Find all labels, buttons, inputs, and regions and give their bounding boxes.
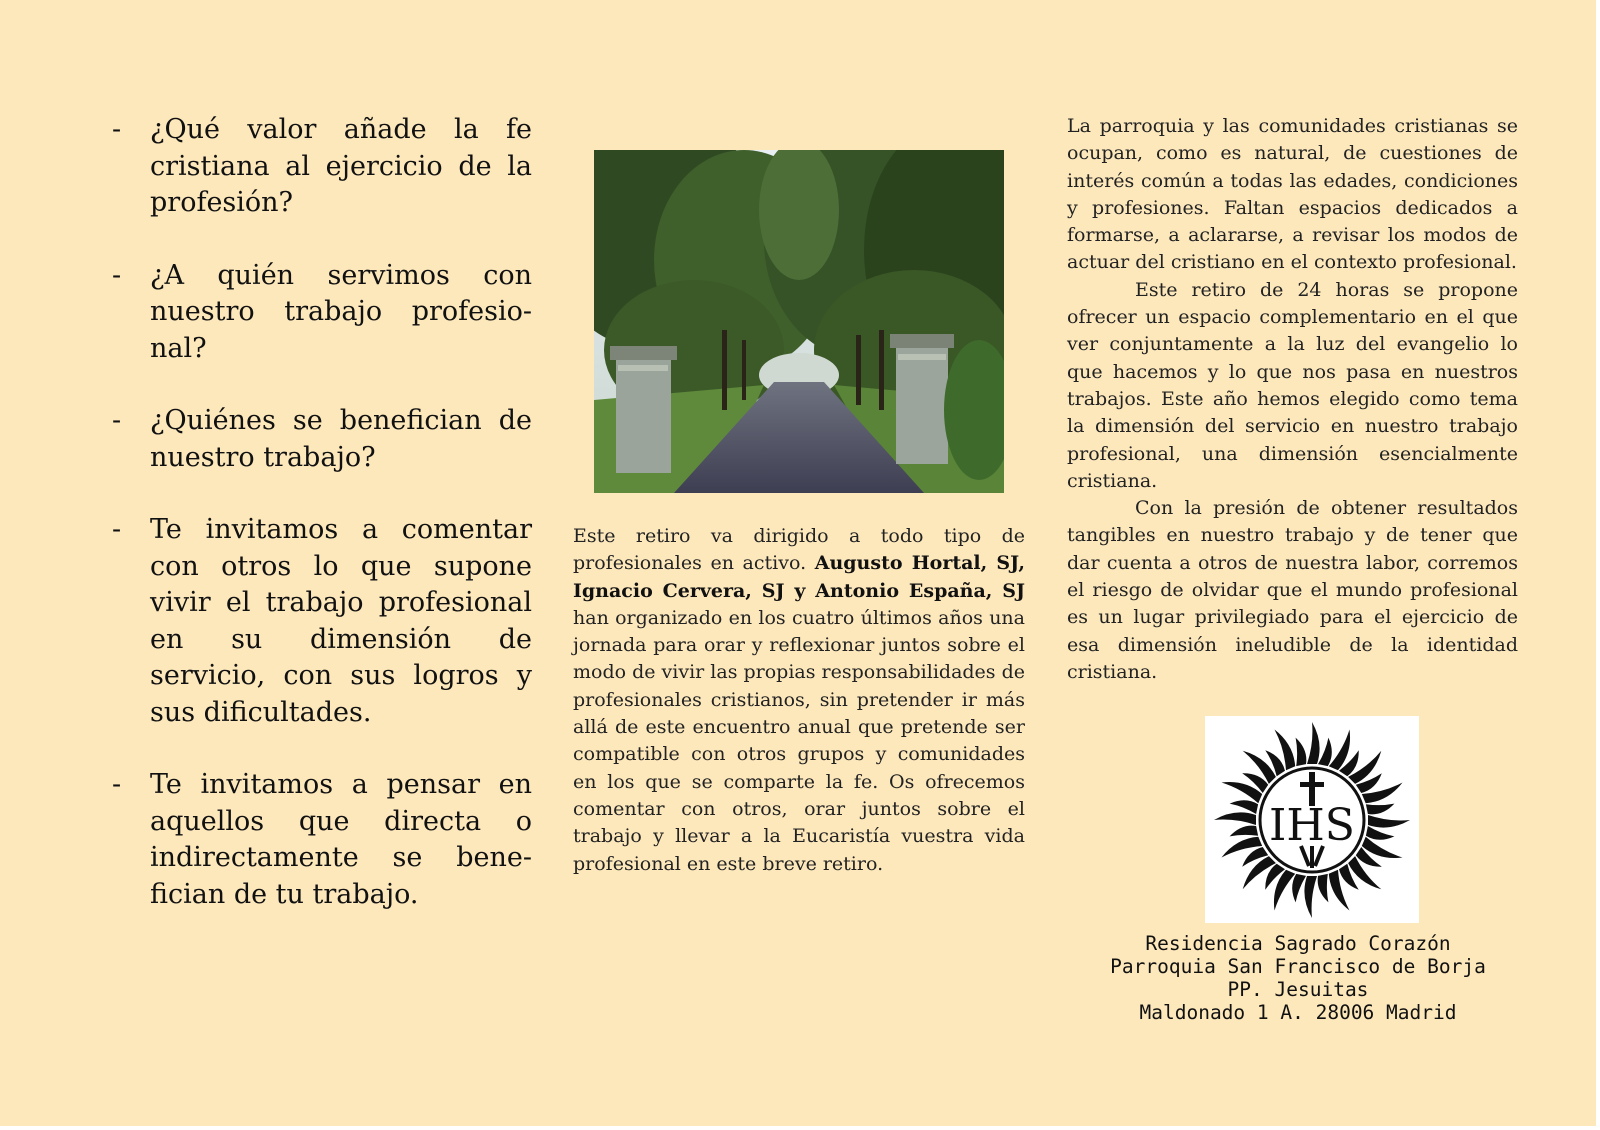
question-text: Te invitamos a comentar con otros lo que supone vivir el trabajo profesional en su dimensión de servicio, con sus logros y sus dificultades. bbox=[150, 514, 532, 728]
paragraph: Con la presión de obtener resultados tangibles en nuestro trabajo y de tener que dar cuenta a otros de nuestra labor, corremos el riesgo de olvidar que el mundo profesional es un lugar privilegiado para el ejercicio de esa dimensión ineludible de la identidad cristiana. bbox=[1067, 497, 1518, 683]
sunburst-ray bbox=[1366, 804, 1395, 815]
description-body: han organizado en los cuatro últimos años una jornada para orar y reflexionar juntos sobre el modo de vivir las propias responsabilidades de profesionales cristianos, sin pretender ir más allá de este encuentro anual que pretende ser compatible con otros grupos y comunidades en los que se comparte la fe. Os ofrecemos comentar con otros, orar juntos sobre el trabajo y llevar a la Eucaristía vuestra vida profesional en este breve retiro. bbox=[573, 606, 1026, 875]
sunburst-ray bbox=[1292, 874, 1306, 903]
address-block bbox=[1058, 932, 1538, 1024]
sunburst-ray bbox=[1318, 738, 1332, 767]
ihs-monogram: IHS bbox=[1269, 800, 1355, 851]
bullet-dash: - bbox=[112, 259, 122, 291]
description-intro: Este retiro va dirigido a todo tipo de profesionales en activo. bbox=[573, 525, 1025, 575]
bullet-dash: - bbox=[112, 405, 122, 436]
paragraph: La parroquia y las comunidades cristianas se ocupan, como es natural, de cuestiones de interés común a todas las edades, condiciones y profesiones. Faltan espacios dedicados a formarse, a aclararse, a revisar los modos de actuar del cristiano en el contexto profesional. bbox=[1067, 115, 1518, 274]
driveway-photo bbox=[594, 150, 1004, 493]
jesuit-ihs-sunburst-icon bbox=[1205, 716, 1419, 923]
sunburst-ray bbox=[1274, 870, 1295, 911]
sunburst-ray bbox=[1222, 782, 1263, 803]
ihs-emblem bbox=[1205, 716, 1419, 923]
sunburst-ray bbox=[1366, 826, 1395, 840]
bullet-dash: - bbox=[112, 114, 122, 145]
sunburst-ray bbox=[1214, 812, 1256, 825]
question-text: ¿Quiénes se benefician de nuestro trabajo? bbox=[150, 405, 532, 473]
sunburst-ray bbox=[1318, 874, 1329, 903]
paragraph: Este retiro de 24 horas se propone ofrecer un espacio complementario en el que ver conjuntamente a la luz del evangelio lo que hacemos y lo que nos pasa en nuestros trabajos. Este año hemos elegido como tema la dimensión del servicio en nuestro trabajo profesional, una dimensión esencialmente cristiana. bbox=[1067, 278, 1518, 492]
question-item bbox=[112, 112, 532, 222]
question-text: ¿A quién servimos con nuestro trabajo profesio-nal? bbox=[150, 259, 532, 364]
tree-lined-driveway-photo-icon bbox=[594, 150, 1004, 493]
question-text: Te invitamos a pensar en aquellos que directa o indirectamente se bene-fician de tu trabajo. bbox=[150, 769, 532, 910]
sunburst-ray bbox=[1329, 730, 1350, 771]
question-text: ¿Qué valor añade la fe cristiana al ejercicio de la profesión? bbox=[150, 114, 532, 218]
bullet-dash: - bbox=[112, 514, 122, 545]
question-item bbox=[112, 403, 532, 476]
sunburst-ray bbox=[1368, 815, 1410, 828]
sunburst-ray bbox=[1307, 722, 1320, 764]
parish-text-column bbox=[1067, 113, 1518, 686]
address-line: Maldonado 1 A. 28006 Madrid bbox=[1139, 1001, 1457, 1024]
retreat-description bbox=[573, 523, 1025, 878]
address-line: Parroquia San Francisco de Borja bbox=[1110, 955, 1486, 978]
question-item bbox=[112, 767, 532, 913]
sunburst-ray bbox=[1230, 800, 1259, 814]
sunburst-ray bbox=[1296, 738, 1307, 767]
sunburst-ray bbox=[1230, 826, 1259, 837]
question-item bbox=[112, 258, 532, 368]
questions-column bbox=[112, 112, 532, 949]
sunburst-ray bbox=[1304, 876, 1317, 918]
bullet-dash: - bbox=[112, 769, 122, 800]
address-line: PP. Jesuitas bbox=[1227, 978, 1369, 1001]
organizers-names: Augusto Hortal, SJ, Ignacio Cervera, SJ y Antonio España, SJ bbox=[573, 552, 1025, 602]
sunburst-ray bbox=[1362, 837, 1403, 858]
question-item bbox=[112, 512, 532, 731]
address-line: Residencia Sagrado Corazón bbox=[1145, 932, 1451, 955]
